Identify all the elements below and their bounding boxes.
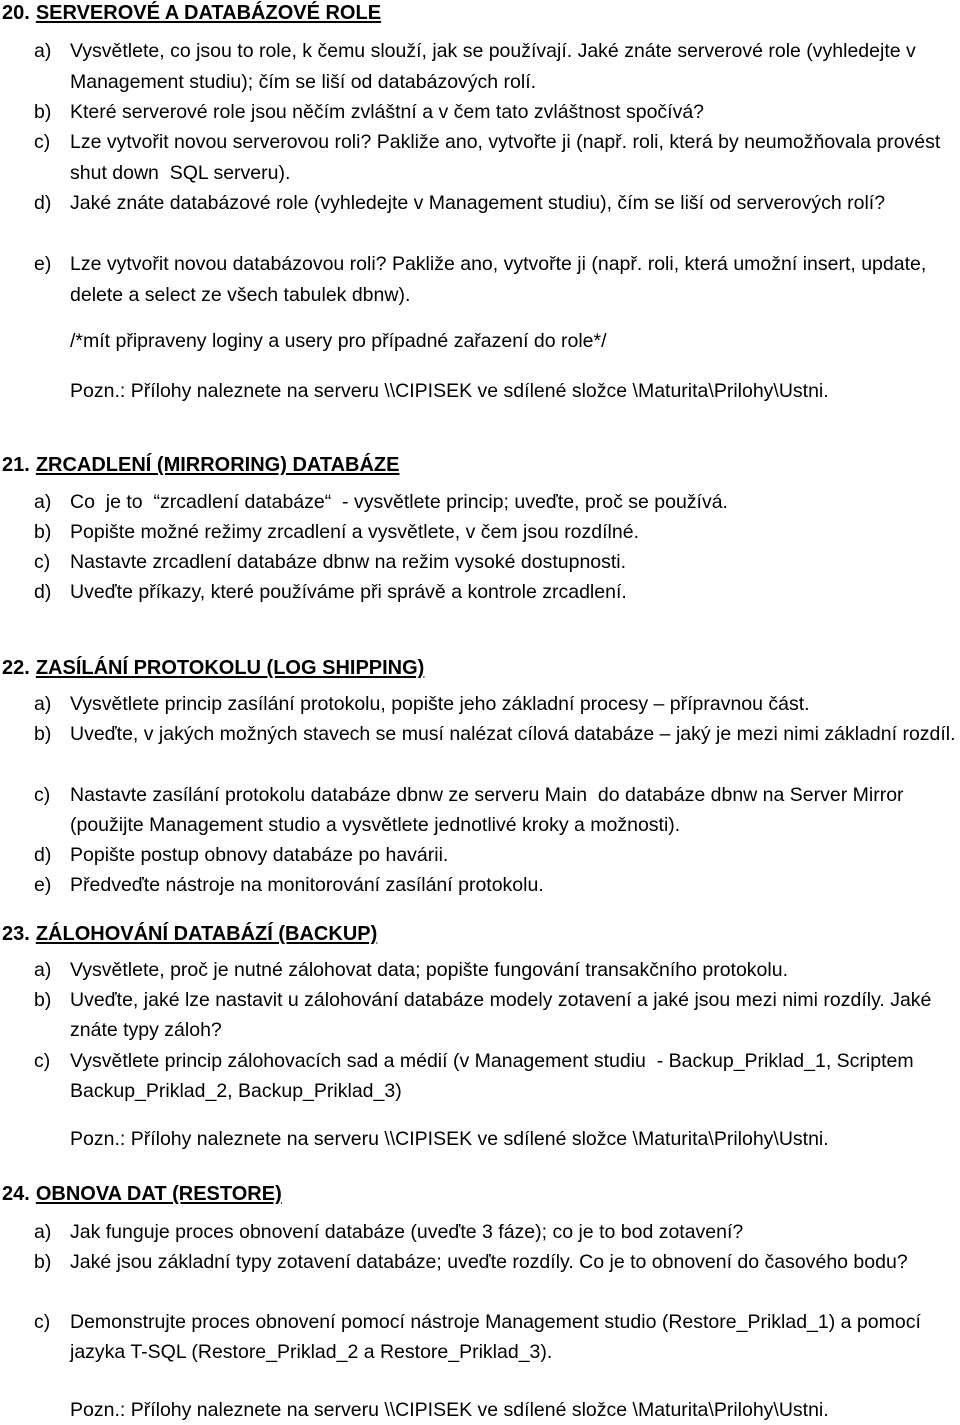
list-item <box>34 1047 956 1106</box>
list-item <box>34 97 956 128</box>
item-label: c) <box>34 1050 51 1072</box>
item-text: Které serverové role jsou něčím zvláštní a v čem tato zvláštnost spočívá? <box>70 101 705 123</box>
section-title: ZASÍLÁNÍ PROTOKOLU (LOG SHIPPING) <box>35 657 425 679</box>
item-text: Nastavte zasílání protokolu databáze dbnw ze serveru Main do databáze dbnw na Server Mirror (použijte Management studio a vysvětlete jednotlivé kroky a možnosti). <box>70 784 915 836</box>
item-label: a) <box>34 40 52 62</box>
item-text: Nastavte zrcadlení databáze dbnw na režim vysoké dostupnosti. <box>70 551 627 573</box>
list-item <box>34 956 956 986</box>
item-label: a) <box>34 1221 52 1243</box>
item-text: Uveďte příkazy, které používáme při správě a kontrole zrcadlení. <box>70 581 627 603</box>
item-label: d) <box>34 844 52 866</box>
list-item <box>34 781 956 840</box>
section-number: 22. <box>2 657 30 679</box>
list-item <box>34 1307 956 1367</box>
item-label: c) <box>34 784 51 806</box>
section-23-heading <box>2 922 377 946</box>
item-label: b) <box>34 989 52 1011</box>
attachment-note: Pozn.: Přílohy naleznete na serveru \\CIPISEK ve sdílené složce \Maturita\Prilohy\Ustni. <box>70 1128 829 1150</box>
item-text: Co je to “zrcadlení databáze“ - vysvětlete princip; uveďte, proč se používá. <box>70 491 728 513</box>
list-item <box>34 548 956 578</box>
list-item <box>34 127 956 188</box>
item-text: Uveďte, jaké lze nastavit u zálohování databáze modely zotavení a jaké jsou mezi nimi rozdíly. Jaké znáte typy záloh? <box>70 989 937 1041</box>
item-label: a) <box>34 959 52 981</box>
item-label: b) <box>34 1251 52 1273</box>
section-20-heading <box>2 1 381 25</box>
list-item <box>34 488 956 518</box>
list-item <box>34 249 956 310</box>
item-text: Předveďte nástroje na monitorování zasílání protokolu. <box>70 874 544 896</box>
list-item <box>34 578 956 608</box>
item-text: Popište možné režimy zrcadlení a vysvětlete, v čem jsou rozdílné. <box>70 521 639 543</box>
item-text: Demonstrujte proces obnovení pomocí nástroje Management studio (Restore_Priklad_1) a pomocí jazyka T-SQL (Restore_Priklad_2 a Restore_Priklad_3). <box>70 1311 927 1363</box>
item-text: Popište postup obnovy databáze po havárii. <box>70 844 449 866</box>
item-label: c) <box>34 551 51 573</box>
attachment-note: Pozn.: Přílohy naleznete na serveru \\CIPISEK ve sdílené složce \Maturita\Prilohy\Ustni. <box>70 380 829 402</box>
item-label: e) <box>34 253 52 275</box>
item-label: e) <box>34 874 52 896</box>
item-label: a) <box>34 491 52 513</box>
item-text: Vysvětlete, co jsou to role, k čemu slouží, jak se používají. Jaké znáte serverové role (vyhledejte v Management studiu); čím se liší od databázových rolí. <box>70 40 922 93</box>
section-24-heading <box>2 1182 282 1206</box>
section-22-heading <box>2 656 424 680</box>
item-text: Vysvětlete princip zálohovacích sad a médií (v Management studiu - Backup_Priklad_1, Scriptem Backup_Priklad_2, Backup_Priklad_3) <box>70 1050 920 1102</box>
list-item <box>34 188 956 219</box>
section-number: 21. <box>2 454 30 476</box>
section-number: 20. <box>2 2 30 24</box>
item-text: Jaké znáte databázové role (vyhledejte v Management studiu), čím se liší od serverových rolí? <box>70 192 886 214</box>
item-text: Jaké jsou základní typy zotavení databáze; uveďte rozdíly. Co je to obnovení do časového bodu? <box>70 1251 908 1273</box>
section-title: ZRCADLENÍ (MIRRORING) DATABÁZE <box>35 454 400 476</box>
item-label: d) <box>34 192 52 214</box>
sql-comment: /*mít připraveny loginy a usery pro případné zařazení do role*/ <box>70 330 607 352</box>
section-title: SERVEROVÉ A DATABÁZOVÉ ROLE <box>35 2 382 24</box>
list-item <box>34 690 956 720</box>
list-item <box>34 841 956 871</box>
list-item <box>34 1247 956 1277</box>
item-label: b) <box>34 101 52 123</box>
item-label: d) <box>34 581 52 603</box>
list-item <box>34 986 956 1045</box>
section-21-heading <box>2 453 399 477</box>
item-text: Jak funguje proces obnovení databáze (uveďte 3 fáze); co je to bod zotavení? <box>70 1221 744 1243</box>
item-text: Vysvětlete princip zasílání protokolu, popište jeho základní procesy – přípravnou část. <box>70 693 810 715</box>
item-text: Vysvětlete, proč je nutné zálohovat data; popište fungování transakčního protokolu. <box>70 959 788 981</box>
item-label: c) <box>34 131 51 153</box>
list-item <box>34 871 956 901</box>
item-label: a) <box>34 693 52 715</box>
list-item <box>34 720 956 750</box>
item-text: Uveďte, v jakých možných stavech se musí nalézat cílová databáze – jaký je mezi nimi základní rozdíl. <box>70 723 956 745</box>
item-label: b) <box>34 521 52 543</box>
item-label: b) <box>34 723 52 745</box>
section-title: ZÁLOHOVÁNÍ DATABÁZÍ (BACKUP) <box>35 923 378 945</box>
list-item <box>34 1217 956 1247</box>
item-text: Lze vytvořit novou serverovou roli? Pakliže ano, vytvořte ji (např. roli, která by neumožňovala provést shut down SQL serveru). <box>70 131 946 184</box>
item-text: Lze vytvořit novou databázovou roli? Pakliže ano, vytvořte ji (např. roli, která umožní insert, update, delete a select ze všech tabulek dbnw). <box>70 253 932 306</box>
section-title: OBNOVA DAT (RESTORE) <box>35 1183 282 1205</box>
attachment-note: Pozn.: Přílohy naleznete na serveru \\CIPISEK ve sdílené složce \Maturita\Prilohy\Ustni. <box>70 1399 829 1421</box>
item-label: c) <box>34 1311 51 1333</box>
list-item <box>34 36 956 97</box>
section-number: 24. <box>2 1183 30 1205</box>
list-item <box>34 518 956 548</box>
section-number: 23. <box>2 923 30 945</box>
